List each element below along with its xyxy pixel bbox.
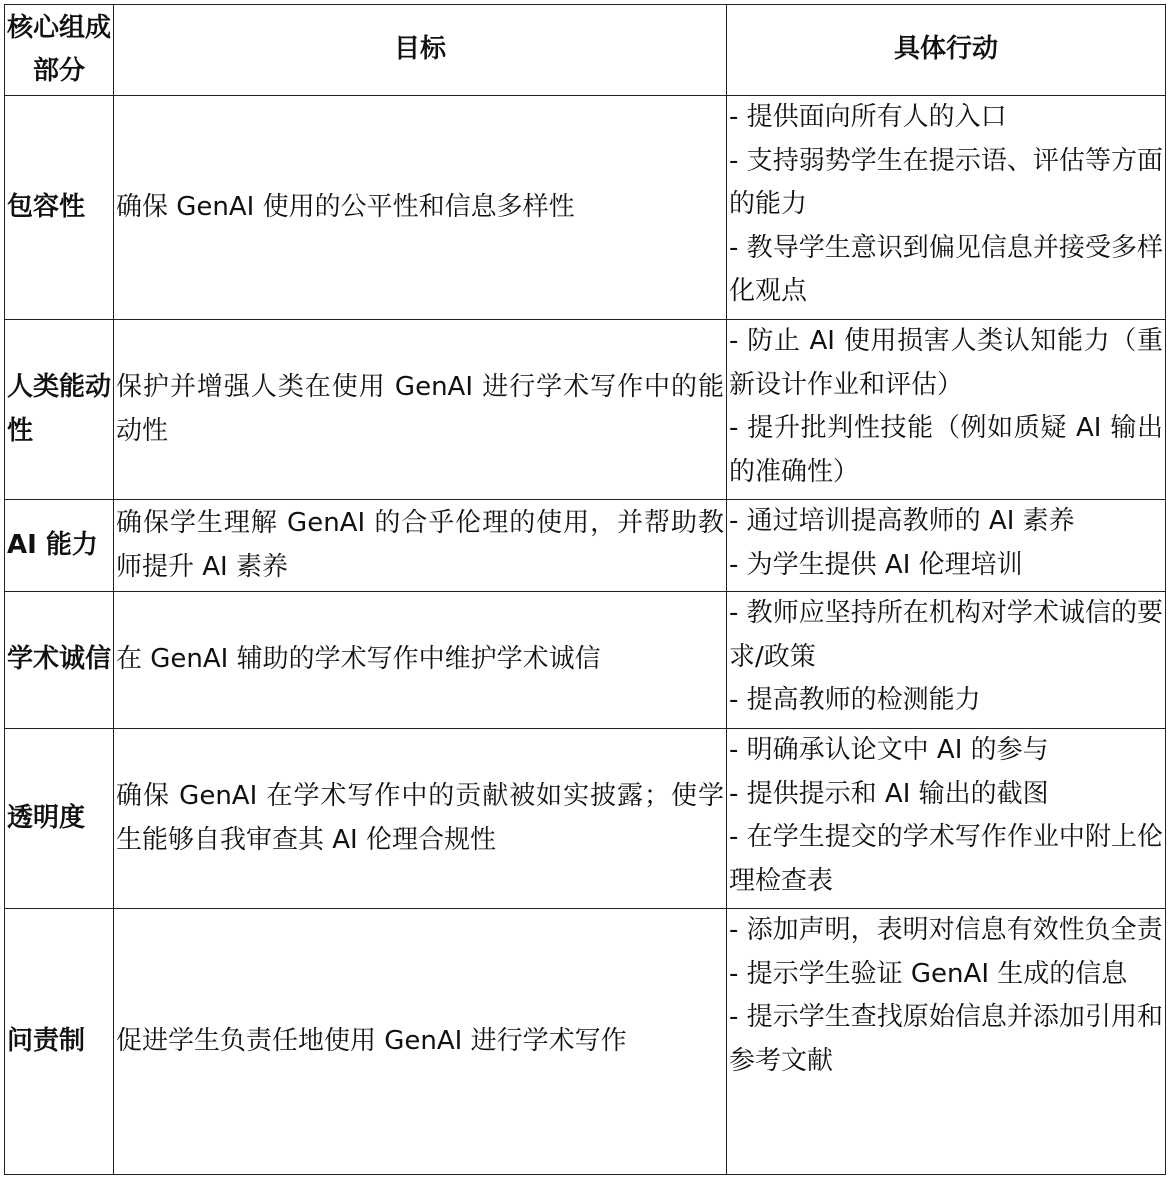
action-item: - 支持弱势学生在提示语、评估等方面的能力 xyxy=(729,145,1163,219)
row-goal: 确保学生理解 GenAI 的合乎伦理的使用，并帮助教师提升 AI 素养 xyxy=(114,500,727,592)
row-actions xyxy=(727,96,1166,320)
table-header-row xyxy=(5,5,1166,96)
table-row xyxy=(5,729,1166,909)
action-item: - 提示学生验证 GenAI 生成的信息 xyxy=(729,958,1128,989)
row-component: 人类能动性 xyxy=(5,320,114,500)
header-component: 核心组成部分 xyxy=(5,5,114,96)
action-item: - 明确承认论文中 AI 的参与 xyxy=(729,735,1049,765)
row-goal: 确保 GenAI 使用的公平性和信息多样性 xyxy=(114,96,727,320)
action-item: - 提供提示和 AI 输出的截图 xyxy=(729,778,1049,809)
row-goal: 促进学生负责任地使用 GenAI 进行学术写作 xyxy=(114,909,727,1175)
header-goal: 目标 xyxy=(114,5,727,96)
action-item: - 通过培训提高教师的 AI 素养 xyxy=(729,506,1075,536)
row-actions xyxy=(727,500,1166,592)
row-actions xyxy=(727,592,1166,729)
action-item: - 提示学生查找原始信息并添加引用和参考文献 xyxy=(729,1002,1163,1076)
table-row xyxy=(5,320,1166,500)
row-component: AI 能力 xyxy=(5,500,114,592)
action-item: - 添加声明，表明对信息有效性负全责 xyxy=(729,915,1163,945)
action-item: - 在学生提交的学术写作作业中附上伦理检查表 xyxy=(729,822,1163,896)
framework-table xyxy=(4,4,1166,1175)
table-row xyxy=(5,500,1166,592)
header-actions: 具体行动 xyxy=(727,5,1166,96)
row-actions xyxy=(727,729,1166,909)
action-item: - 教师应坚持所在机构对学术诚信的要求/政策 xyxy=(729,598,1163,672)
row-goal: 确保 GenAI 在学术写作中的贡献被如实披露；使学生能够自我审查其 AI 伦理合规性 xyxy=(114,729,727,909)
action-item: - 提供面向所有人的入口 xyxy=(729,102,1007,132)
row-component: 包容性 xyxy=(5,96,114,320)
table-row xyxy=(5,909,1166,1175)
row-component: 问责制 xyxy=(5,909,114,1175)
action-item: - 提升批判性技能（例如质疑 AI 输出的准确性） xyxy=(729,413,1163,487)
row-goal: 保护并增强人类在使用 GenAI 进行学术写作中的能动性 xyxy=(114,320,727,500)
action-item: - 教导学生意识到偏见信息并接受多样化观点 xyxy=(729,232,1163,306)
action-item: - 防止 AI 使用损害人类认知能力（重新设计作业和评估） xyxy=(729,326,1163,400)
row-component: 学术诚信 xyxy=(5,592,114,729)
table-row xyxy=(5,96,1166,320)
row-actions xyxy=(727,909,1166,1175)
row-goal: 在 GenAI 辅助的学术写作中维护学术诚信 xyxy=(114,592,727,729)
table-row xyxy=(5,592,1166,729)
action-item: - 为学生提供 AI 伦理培训 xyxy=(729,549,1023,580)
action-item: - 提高教师的检测能力 xyxy=(729,685,981,715)
row-actions xyxy=(727,320,1166,500)
row-component: 透明度 xyxy=(5,729,114,909)
